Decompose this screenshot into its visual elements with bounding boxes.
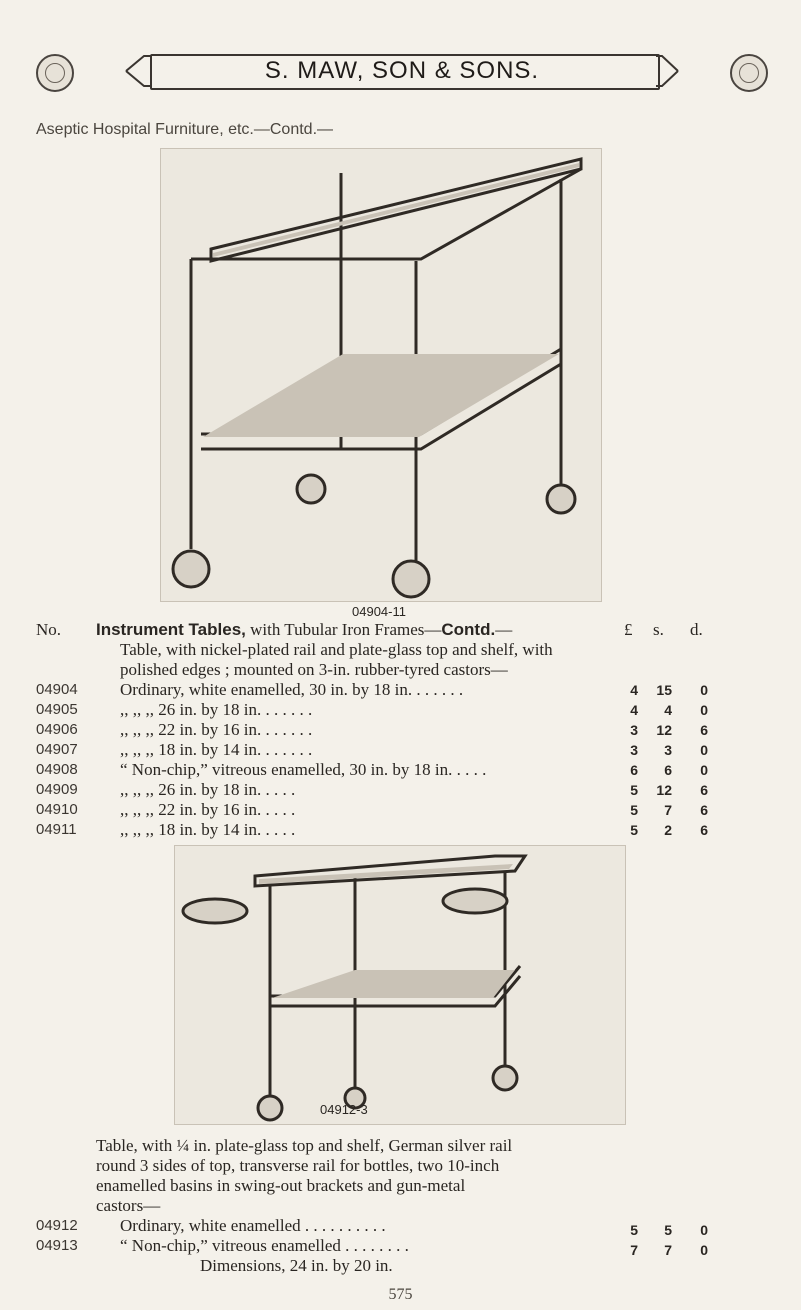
section2-desc-line-4: castors—: [96, 1196, 161, 1215]
catalogue-number: 04905: [36, 701, 78, 718]
section1-desc-line-2: polished edges ; mounted on 3-in. rubber-tyred castors—: [120, 660, 508, 679]
price-pence: 0: [700, 742, 708, 758]
catalogue-number: 04910: [36, 801, 78, 818]
dimensions-note: Dimensions, 24 in. by 20 in.: [200, 1256, 393, 1275]
section2-desc-line-1: Table, with ¼ in. plate-glass top and shelf, German silver rail: [96, 1136, 513, 1155]
column-head-pence: d.: [690, 620, 703, 639]
section1-desc-line-1: Table, with nickel-plated rail and plate-glass top and shelf, with: [120, 640, 553, 659]
section1-heading-rest: with Tubular Iron Frames—: [250, 620, 442, 639]
price-shillings: 5: [664, 1222, 672, 1238]
section-title: Aseptic Hospital Furniture, etc.—Contd.—: [36, 121, 334, 138]
price-shillings: 7: [664, 1242, 672, 1258]
price-shillings: 12: [656, 722, 672, 738]
price-pence: 0: [700, 1242, 708, 1258]
price-pounds: 5: [630, 1222, 638, 1238]
price-shillings: 7: [664, 802, 672, 818]
item-description: Ordinary, white enamelled, 30 in. by 18 in. . . . . . .: [120, 680, 464, 699]
price-shillings: 12: [656, 782, 672, 798]
column-head-no: No.: [36, 620, 62, 639]
price-shillings: 2: [664, 822, 672, 838]
item-description: ,, ,, ,, 22 in. by 16 in. . . . . . .: [120, 720, 313, 739]
catalogue-number: 04904: [36, 681, 78, 698]
column-head-shillings: s.: [653, 620, 664, 639]
catalogue-number: 04909: [36, 781, 78, 798]
item-description: “ Non-chip,” vitreous enamelled . . . . . . . .: [120, 1236, 409, 1255]
section1-heading-contd: Contd.: [441, 620, 496, 639]
price-pounds: 5: [630, 782, 638, 798]
price-pence: 6: [700, 722, 708, 738]
price-pence: 6: [700, 802, 708, 818]
price-shillings: 15: [656, 682, 672, 698]
item-description: ,, ,, ,, 18 in. by 14 in. . . . .: [120, 820, 296, 839]
price-pounds: 5: [630, 822, 638, 838]
page-number: 575: [388, 1286, 413, 1303]
figure-caption-1: 04904-11: [352, 604, 406, 619]
section2-desc-line-3: enamelled basins in swing-out brackets and gun-metal: [96, 1176, 466, 1195]
item-description: ,, ,, ,, 26 in. by 18 in. . . . .: [120, 780, 296, 799]
firm-name: S. MAW, SON & SONS.: [264, 57, 540, 84]
firm-banner: [122, 50, 682, 92]
price-pounds: 3: [630, 742, 638, 758]
price-pence: 0: [700, 1222, 708, 1238]
section2-desc-line-2: round 3 sides of top, transverse rail for bottles, two 10-inch: [96, 1156, 500, 1175]
price-pounds: 5: [630, 802, 638, 818]
price-shillings: 3: [664, 742, 672, 758]
item-description: ,, ,, ,, 18 in. by 14 in. . . . . . .: [120, 740, 313, 759]
catalogue-number: 04913: [36, 1237, 78, 1254]
price-pounds: 4: [630, 702, 638, 718]
price-pounds: 3: [630, 722, 638, 738]
price-pounds: 7: [630, 1242, 638, 1258]
catalogue-number: 04908: [36, 761, 78, 778]
price-pence: 6: [700, 822, 708, 838]
right-crest-icon: [730, 54, 768, 92]
price-shillings: 6: [664, 762, 672, 778]
catalogue-number: 04906: [36, 721, 78, 738]
price-pence: 0: [700, 762, 708, 778]
item-description: ,, ,, ,, 22 in. by 16 in. . . . .: [120, 800, 296, 819]
item-description: Ordinary, white enamelled . . . . . . . . . .: [120, 1216, 386, 1235]
basin-table-illustration: [174, 845, 626, 1125]
column-head-pounds: £: [624, 620, 633, 639]
section1-heading-tail: —: [495, 620, 513, 639]
price-pence: 0: [700, 682, 708, 698]
item-description: “ Non-chip,” vitreous enamelled, 30 in. by 18 in. . . . .: [120, 760, 487, 779]
price-shillings: 4: [664, 702, 672, 718]
catalogue-number: 04907: [36, 741, 78, 758]
catalogue-number: 04912: [36, 1217, 78, 1234]
section1-heading-bold: Instrument Tables,: [96, 620, 246, 639]
price-pounds: 6: [630, 762, 638, 778]
catalogue-number: 04911: [36, 821, 77, 838]
price-pounds: 4: [630, 682, 638, 698]
item-description: ,, ,, ,, 26 in. by 18 in. . . . . . .: [120, 700, 313, 719]
instrument-table-illustration: [160, 148, 602, 602]
left-crest-icon: [36, 54, 74, 92]
section1-heading: [96, 620, 512, 640]
price-pence: 0: [700, 702, 708, 718]
figure-caption-2: 04912-3: [320, 1102, 368, 1117]
price-pence: 6: [700, 782, 708, 798]
